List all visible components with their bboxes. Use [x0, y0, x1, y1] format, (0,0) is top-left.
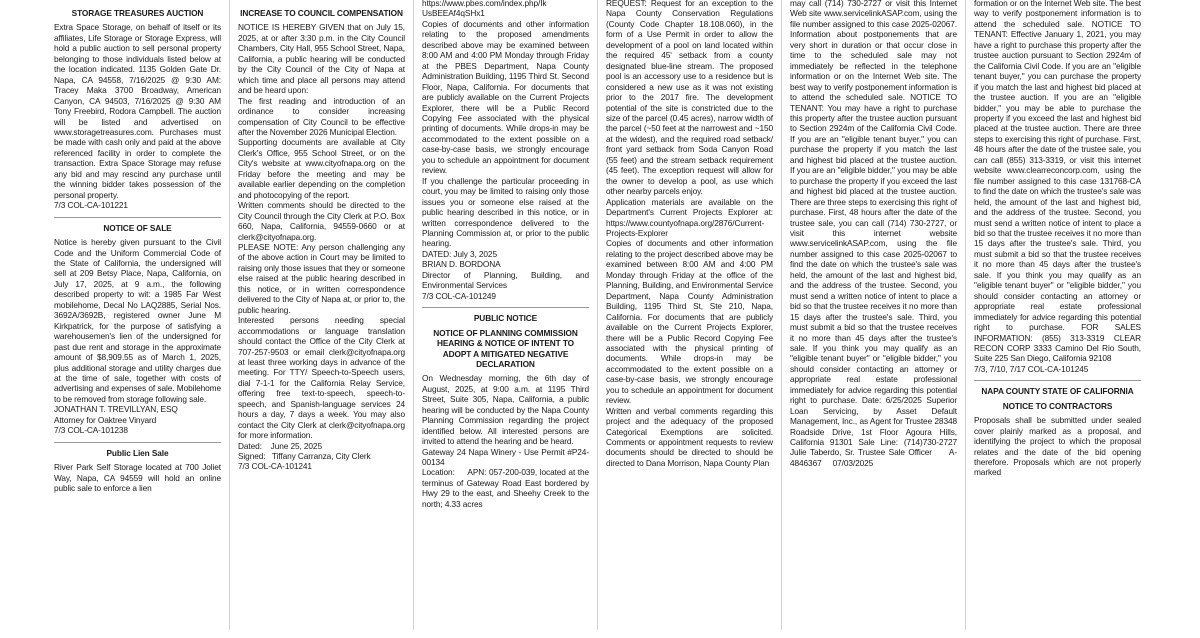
notice-body-text: may call (714) 730-2727 or visit this Internet Web site www.servicelinkASAP.com, using the file number assigned to this case 2025-02067. Information about postponements that are very short in duration or that occur close in time to the scheduled sale may not immediately be reflected in the telephone information or on the Internet Web site. The best way to verify postponement information is to attend the scheduled sale. NOTICE TO TENANT: You may have a right to purchase this property after the trustee auction pursuant to Section 2924m of the California Civil Code. If you are an "eligible tenant buyer," you can purchase the property if you match the last and highest bid placed at the trustee auction. If you are an "eligible bidder," you may be able to purchase the property if you exceed the last and highest bid placed at the trustee auction. There are three steps to exercising this right of purchase. First, 48 hours after the date of the trustee sale, you can call (714) 730-2727, or visit this internet website www.servicelinkASAP.com, using the file number assigned to this case 2025-02067 to find the date on which the trustee's sale was held, the amount of the last and highest bid, and the address of the trustee. Second, you must send a written notice of intent to place a bid so that the trustee receives it no more than 15 days after the trustee's sale. Third, you must submit a bid so that the trustee receives it no more than 45 days after the trustee's sale. If you think you may qualify as an "eligible tenant buyer" or "eligible bidder," you should consider contacting an attorney or appropriate real estate professional immediately for advice regarding this potential right to purchase. Date: 6/25/2025 Superior Loan Servicing, by Asset Default Management, Inc., as Agent for Trustee 28348 Roadside Drive, 1st Floor Agoura Hills, California 91301 Sale Line: (714)730-2727 Julie Taberdo, Sr. Trustee Sale Officer A-4846367 07/03/2025 [790, 0, 960, 468]
notice-body-text: On Wednesday morning, the 6th day of August, 2025, at 9:00 a.m. at 1195 Third Street, Suite 305, Napa, California, a public hearing will be conducted by the Napa County Planning Commission regarding the project identified below. All interested persons are invited to attend the hearing and be heard. Gateway 24 Napa Winery - Use Permit #P24-00134 Location: APN: 057-200-039, located at the terminus of Gateway Road East bordered by Hwy 29 to the east, and Sheehy Creek to the north; 4.33 acres [422, 373, 589, 509]
notice-column-6 [974, 0, 1144, 638]
notice-subheading: NOTICE OF PLANNING COMMISSION HEARING & NOTICE OF INTENT TO ADOPT A MITIGATED NEGATIVE DECLARATION [433, 327, 578, 369]
column-divider [413, 0, 414, 630]
notice-body-text: formation or on the Internet Web site. The best way to verify postponement information is to attend the scheduled sale. NOTICE TO TENANT: Effective January 1, 2021, you may have a right to purchase this property after the trustee auction pursuant to Section 2924m of the California Civil Code. If you are an "eligible tenant buyer," you can purchase the property if you match the last and highest bid placed at the trustee auction. If you are an "eligible bidder," you may be able to purchase the property if you exceed the last and highest bid placed at the trustee auction. There are three steps to exercising this right of purchase. First, 48 hours after the date of the trustee sale, you can call (855) 313-3319, or visit this internet website www.clearreconcorp.com, using the file number assigned to this case 131768-CA to find the date on which the trustee's sale was held, the amount of the last and highest bid, and the address of the trustee. Second, you must send a written notice of intent to place a bid so that the trustee receives it no more than 15 days after the trustee's sale. Third, you must submit a bid so that the trustee receives it no more than 45 days after the trustee's sale. If you think you may qualify as an "eligible tenant buyer" or "eligible bidder," you should consider contacting an attorney or appropriate real estate professional immediately for advice regarding this potential right to purchase. FOR SALES INFORMATION: (855) 313-3319 CLEAR RECON CORP 3333 Camino Del Rio South, Suite 225 San Diego, California 92108 [974, 0, 1144, 364]
notice-column-3 [422, 0, 589, 638]
notice-body-text: NOTICE IS HEREBY GIVEN that on July 15, 2025, at or after 3:30 p.m. in the City Council Chambers, City Hall, 955 School Street, Napa, California, a public hearing will be conducted by the City Council of the City of Napa at which time and place all persons may attend and be heard upon: The first reading and introduction of an ordinance to consider increasing compensation of City Council to be effective after the November 2026 Municipal Election. Supporting documents are available at City Clerk's Office, 955 School Street, or on the City's website at www.cityofnapa.org on the Friday before the meeting and may be available earlier depending on the completion and photocopying of the report. Written comments should be directed to the City Council through the City Clerk at P.O. Box 660, Napa, California, 94559-0660 or at clerk@cityofnapa.org. PLEASE NOTE: Any person challenging any of the above action in Court may be limited to raising only those issues that they or someone else raised at the public hearing described in this notice, or in written correspondence delivered to the City of Napa at, or prior to, the public hearing. Interested persons needing special accommodations or language translation should contact the Office of the City Clerk at 707-257-9503 or email clerk@cityofnapa.org at least three working days in advance of the meeting. For TTY/ Speech-to-Speech users, dial 7-1-1 for the California Relay Service, offering free text-to-speech, speech-to-speech, and Spanish-language services 24 hours a day, 7 days a week. You may also contact the City Clerk at clerk@cityofnapa.org for more information. Dated: June 25, 2025 Signed: Tiffany Carranza, City Clerk [238, 22, 405, 462]
column-divider [781, 0, 782, 630]
notice-reference-code: 7/3 COL-CA-101241 [238, 461, 312, 472]
notice-heading: NOTICE OF SALE [54, 217, 221, 233]
notice-subheading: NOTICE TO CONTRACTORS [1002, 400, 1113, 411]
column-divider [229, 0, 230, 630]
notice-heading: NAPA COUNTY STATE OF CALIFORNIA [974, 380, 1141, 396]
notice-heading: PUBLIC NOTICE [422, 307, 589, 323]
notice-heading: STORAGE TREASURES AUCTION [71, 8, 204, 18]
notice-body-text: Notice is hereby given pursuant to the Civil Code and the Uniform Commercial Code of the State of California, the undersigned will sell at 209 Betsy Place, Napa, California, on July 17, 2025, at 9 a.m., the following described property to wit: a 1985 Far West mobilehome, Decal No LAQ2885, Serial Nos. 3692A/3692B, registered owner June M Kirkpatrick, for the purpose of satisfying a warehousemen's lien of the undersigned for past due rent and storage in the approximate amount of $8,909.55 as of March 1, 2025, plus additional storage and utility charges due at the time of sale, together with costs of advertising and expenses of sale. Mobilehome to be removed from storage following sale. JONATHAN T. TREVILLYAN, ESQ Attorney for Oaktree Vinyard [54, 237, 221, 425]
notice-body-text: River Park Self Storage located at 700 Joliet Way, Napa, CA 94559 will hold an online public sale to enforce a lien [54, 462, 224, 494]
notice-column-2 [238, 0, 405, 638]
notice-heading: Public Lien Sale [54, 442, 221, 458]
notice-heading: INCREASE TO COUNCIL COMPENSATION [240, 8, 403, 18]
notice-body-text: Proposals shall be submitted under sealed cover plainly marked as a proposal, and identifying the project to which the proposal relates and the date of the bid opening therefore. Proposals which are not properly marked [974, 415, 1144, 478]
notice-column-4 [606, 0, 773, 638]
notice-reference-code: 7/3 COL-CA-101249 [422, 290, 496, 301]
notice-body-text: Extra Space Storage, on behalf of itself or its affiliates, Life Storage or Storage Express, will hold a public auction to sell personal property belonging to those individuals listed below at the location indicated. 1135 Golden Gate Dr. Napa, CA 94558, 7/16/2025 @ 9:30 AM: Tracey Maka 3700 Broadway, American Canyon, CA 94503, 7/16/2025 @ 9:30 AM Tony Freebird, Rodora Campbell. The auction will be listed and advertised on www.storagetreasures.com. Purchases must be made with cash only and paid at the above referenced facility in order to complete the transaction. Extra Space Storage may refuse any bid and may rescind any purchase until the winning bidder takes possession of the personal property. [54, 22, 224, 200]
notice-reference-code: 7/3 COL-CA-101238 [54, 425, 128, 436]
notice-reference-code: 7/3, 7/10, 7/17 COL-CA-101245 [974, 363, 1089, 374]
notice-body-text: https://www.pbes.com/index.php/Ik UsBEEAf4qSHx1 Copies of documents and other information relating to the proposed amendments described above may be examined between 8:00 AM and 4:00 PM Monday through Friday at the PBES Department, Napa County Administration Building, 1195 Third St. Second Floor, Napa, California. For documents that are publicly available on the Current Projects Explorer, there will be a Public Record Copying Fee associated with the physical printing of documents. While drops-in may be accommodated to the extent possible on a case-by-case basis, we strongly encourage you to schedule an appointment for document review. If you challenge the particular proceeding in court, you may be limited to raising only those issues you or someone else raised at the public hearing described in this notice, or in written correspondence delivered to the Planning Commission at, or prior to the public hearing. DATED: July 3, 2025 BRIAN D. BORDONA Director of Planning, Building, and Environmental Services [422, 0, 589, 291]
notice-column-1 [54, 0, 224, 638]
notice-column-5 [790, 0, 960, 638]
column-divider [965, 0, 966, 630]
notice-body-text: REQUEST: Request for an exception to the Napa County Conservation Regulations (County Code Chapter 18.108.060), in the form of a Use Permit in order to allow the development of a pool on land located within the required 45' setback from a county designated blue-line stream. The proposed pool is an accessory use to a residence but is considered a new use as it was not existing prior to the 2017 fire. The development potential of the site is constricted due to the size of the parcel (0.45 acres), narrow width of the parcel (~50 feet at the narrowest and ~150 at the widest), and the required road setback/ front yard setback from Soda Canyon Road (55 feet) and the stream setback requirement (45 feet). The exception request will allow for the owner to develop a pool, as use which other nearby parcels enjoy. Application materials are available on the Department's Current Projects Explorer at: https://www.countyofnapa.org/2876/Current-Projects-Explorer Copies of documents and other information relating to the project described above may be examined between 8:00 AM and 4:00 PM Monday through Friday at the office of the Planning, Building, and Environmental Service Department, Napa County Administration Building, 1195 Third St, Ste 210, Napa, California. For documents that are publicly available on the Current Projects Explorer, there will be a Public Record Copying Fee associated with the physical printing of documents. While drops-in may be accommodated to the extent possible on a case-by-case basis, we strongly encourage you to schedule an appointment for document review. Written and verbal comments regarding this project and the adequacy of the proposed Categorical Exemptions are solicited. Comments or appointment requests to review documents should be directed to should be directed to Dana Morrison, Napa County Plan [606, 0, 773, 468]
column-divider [597, 0, 598, 630]
notice-reference-code: 7/3 COL-CA-101221 [54, 200, 128, 211]
